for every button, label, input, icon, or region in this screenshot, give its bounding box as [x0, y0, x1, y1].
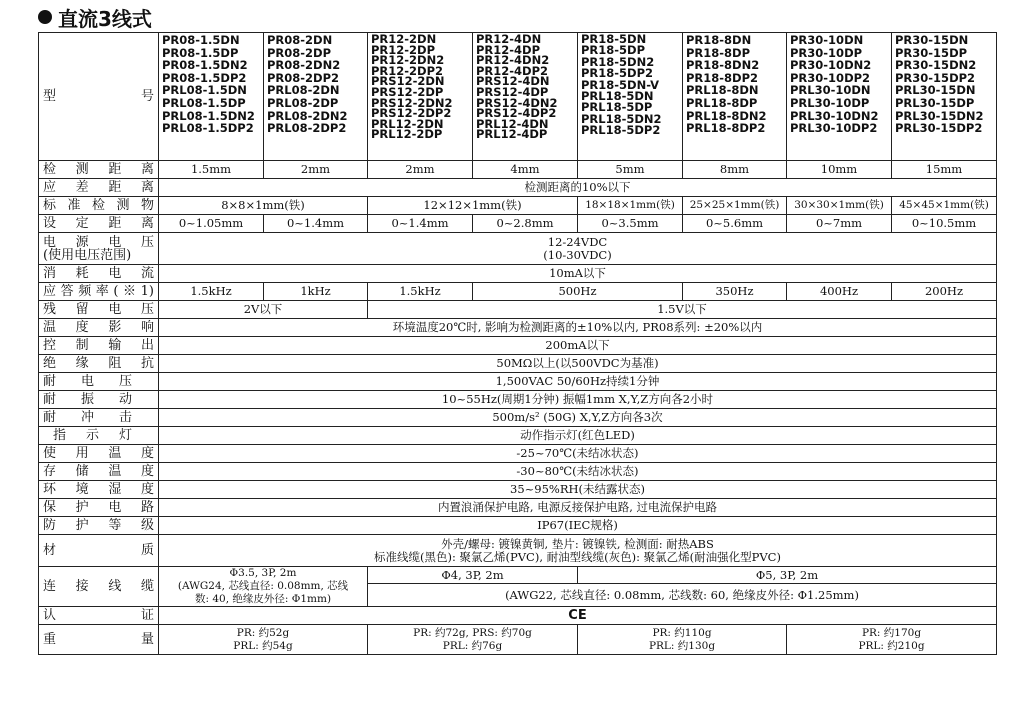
setting-distance-cell: 0~1.4mm — [368, 215, 473, 233]
standard-object-cell: 8×8×1mm(铁) — [159, 197, 368, 215]
model-number: PRL18-8DP2 — [686, 121, 766, 136]
weight-cell — [578, 625, 787, 655]
cable-1-spec: Φ3.5, 3P, 2m — [229, 567, 297, 579]
row-certification — [39, 607, 997, 625]
row-setting-distance — [39, 215, 997, 233]
response-freq-cell: 400Hz — [787, 283, 892, 301]
weight-prl: PRL: 约76g — [442, 639, 503, 652]
label-residual-voltage: 残留电压 — [39, 301, 159, 319]
model-number: PRL18-8DN2 — [686, 108, 767, 123]
model-list-7 — [787, 33, 892, 161]
setting-distance-cell: 0~2.8mm — [473, 215, 578, 233]
row-insulation — [39, 355, 997, 373]
label-response-freq: 应答频率(※1) — [39, 283, 159, 301]
label-shock: 耐冲击 — [39, 409, 159, 427]
indicator-cell: 动作指示灯(红色LED) — [159, 427, 997, 445]
label-setting-distance: 设定距离 — [39, 215, 159, 233]
weight-cell — [159, 625, 368, 655]
model-number: PRL08-2DP — [267, 95, 339, 110]
model-number: PRL08-1.5DN — [162, 83, 247, 98]
standard-object-cell: 18×18×1mm(铁) — [578, 197, 683, 215]
model-number: PR08-1.5DN2 — [162, 58, 248, 73]
cable-1-detail-1: (AWG24, 芯线直径: 0.08mm, 芯线 — [177, 580, 349, 592]
label-detect-distance: 检测距离 — [39, 161, 159, 179]
response-freq-cell: 1.5kHz — [159, 283, 264, 301]
standard-object-cell: 30×30×1mm(铁) — [787, 197, 892, 215]
model-number: PRL08-1.5DP2 — [162, 121, 254, 136]
model-number: PR12-4DN2 — [476, 53, 550, 68]
model-number: PRS12-2DP2 — [371, 106, 452, 121]
row-current — [39, 265, 997, 283]
model-list-5 — [578, 33, 683, 161]
weight-pr: PR: 约72g, PRS: 约70g — [413, 626, 532, 639]
model-number: PR18-8DP — [686, 45, 751, 60]
response-freq-cell: 350Hz — [683, 283, 787, 301]
model-number: PRS12-2DP — [371, 84, 444, 99]
row-vibration — [39, 391, 997, 409]
row-dielectric — [39, 373, 997, 391]
label-power-voltage-1: 电源电压 — [43, 234, 154, 250]
row-weight — [39, 625, 997, 655]
model-number: PRL30-10DP — [790, 95, 870, 110]
response-freq-cell: 500Hz — [473, 283, 683, 301]
label-power-voltage-2: (使用电压范围) — [43, 247, 132, 263]
response-freq-cell: 1kHz — [264, 283, 368, 301]
row-power-voltage — [39, 233, 997, 265]
response-freq-cell: 1.5kHz — [368, 283, 473, 301]
model-number: PRL30-10DN2 — [790, 108, 879, 123]
model-number: PR08-2DN2 — [267, 58, 341, 73]
hysteresis-cell: 检测距离的10%以下 — [159, 179, 997, 197]
model-number: PRL18-5DP — [581, 100, 653, 115]
row-hysteresis — [39, 179, 997, 197]
detect-distance-cell: 1.5mm — [159, 161, 264, 179]
model-number: PRL12-2DN — [371, 116, 444, 131]
label-humidity: 环境湿度 — [39, 481, 159, 499]
label-weight: 重量 — [39, 625, 159, 655]
protection-grade-cell: IP67(IEC规格) — [159, 517, 997, 535]
label-standard-object: 标准检测物 — [39, 197, 159, 215]
model-number: PR08-2DP — [267, 45, 332, 60]
model-number: PRS12-4DP2 — [476, 106, 557, 121]
section-title — [38, 2, 152, 32]
row-material — [39, 535, 997, 567]
model-number: PR18-5DP — [581, 43, 646, 58]
section-title-text: 直流3线式 — [58, 6, 152, 31]
detect-distance-cell: 4mm — [473, 161, 578, 179]
model-number: PRL08-1.5DN2 — [162, 108, 255, 123]
row-protection-circuit — [39, 499, 997, 517]
label-cable: 连接线缆 — [39, 567, 159, 607]
model-number: PRL30-15DN2 — [895, 108, 984, 123]
setting-distance-cell: 0~7mm — [787, 215, 892, 233]
model-list-1 — [159, 33, 264, 161]
model-number: PRL18-5DP2 — [581, 123, 661, 138]
control-output-cell: 200mA以下 — [159, 337, 997, 355]
row-humidity — [39, 481, 997, 499]
model-number: PRL30-10DN — [790, 83, 871, 98]
power-range-value: (10-30VDC) — [543, 247, 612, 262]
model-number: PRL18-8DN — [686, 83, 759, 98]
temperature-effect-cell: 环境温度20℃时, 影响为检测距离的±10%以内, PR08系列: ±20%以内 — [159, 319, 997, 337]
label-temperature-effect: 温度影响 — [39, 319, 159, 337]
model-number: PR30-10DN2 — [790, 58, 872, 73]
residual-voltage-cell: 1.5V以下 — [368, 301, 997, 319]
model-number: PRS12-2DN — [371, 74, 445, 89]
detect-distance-cell: 2mm — [368, 161, 473, 179]
setting-distance-cell: 0~3.5mm — [578, 215, 683, 233]
weight-prl: PRL: 约130g — [648, 639, 716, 652]
weight-pr: PR: 约52g — [236, 626, 290, 639]
label-protection-grade: 防护等级 — [39, 517, 159, 535]
dielectric-cell: 1,500VAC 50/60Hz持续1分钟 — [159, 373, 997, 391]
model-number: PRS12-4DP — [476, 84, 549, 99]
row-temperature-effect — [39, 319, 997, 337]
model-number: PR08-2DP2 — [267, 70, 340, 85]
setting-distance-cell: 0~10.5mm — [892, 215, 997, 233]
model-number: PRL18-5DN — [581, 89, 654, 104]
model-number: PR12-4DP — [476, 42, 541, 57]
label-protection-circuit: 保护电路 — [39, 499, 159, 517]
model-number: PRL08-2DN — [267, 83, 340, 98]
model-number: PR12-2DP — [371, 42, 436, 57]
model-number: PRS12-2DN2 — [371, 95, 453, 110]
standard-object-cell: 25×25×1mm(铁) — [683, 197, 787, 215]
material-line-1: 外壳/螺母: 镀镍黄铜, 垫片: 镀镍铁, 检测面: 耐热ABS — [441, 536, 714, 551]
row-indicator — [39, 427, 997, 445]
model-number: PR12-4DN — [476, 32, 542, 46]
model-number: PR18-8DN2 — [686, 58, 760, 73]
detect-distance-cell: 10mm — [787, 161, 892, 179]
cable-cell-1 — [159, 567, 368, 607]
model-number: PRL30-10DP2 — [790, 121, 878, 136]
weight-prl: PRL: 约210g — [858, 639, 925, 652]
model-number: PR12-2DP2 — [371, 63, 444, 78]
row-detect-distance — [39, 161, 997, 179]
model-number: PR08-1.5DP2 — [162, 70, 247, 85]
model-number: PR08-1.5DP — [162, 45, 239, 60]
row-storage-temp — [39, 463, 997, 481]
label-operating-temp: 使用温度 — [39, 445, 159, 463]
model-number: PR08-1.5DN — [162, 33, 240, 47]
row-protection-grade — [39, 517, 997, 535]
model-number: PR30-15DN2 — [895, 58, 977, 73]
storage-temp-cell: -30~80℃(未结冰状态) — [159, 463, 997, 481]
setting-distance-cell: 0~1.05mm — [159, 215, 264, 233]
label-storage-temp: 存储温度 — [39, 463, 159, 481]
weight-cell — [368, 625, 578, 655]
model-list-4 — [473, 33, 578, 161]
model-list-6 — [683, 33, 787, 161]
power-voltage-value: 12-24VDC — [547, 234, 608, 249]
cable-1-detail-2: 数: 40, 绝缘皮外径: Φ1mm) — [194, 593, 332, 605]
row-shock — [39, 409, 997, 427]
model-number: PR18-5DN2 — [581, 54, 655, 69]
detect-distance-cell: 15mm — [892, 161, 997, 179]
model-number: PR30-10DP2 — [790, 70, 871, 85]
model-number: PR30-15DN — [895, 33, 969, 47]
label-current: 消耗电流 — [39, 265, 159, 283]
weight-prl: PRL: 约54g — [233, 639, 293, 652]
model-number: PR30-10DN — [790, 33, 864, 47]
cable-cell-2: Φ4, 3P, 2m — [368, 567, 578, 584]
model-number: PRL18-5DN2 — [581, 111, 662, 126]
model-number: PRL30-15DP2 — [895, 121, 983, 136]
vibration-cell: 10~55Hz(周期1分钟) 振幅1mm X,Y,Z方向各2小时 — [159, 391, 997, 409]
model-number: PR18-5DN — [581, 32, 647, 46]
setting-distance-cell: 0~5.6mm — [683, 215, 787, 233]
model-list-8 — [892, 33, 997, 161]
model-number: PR12-4DP2 — [476, 63, 549, 78]
weight-pr: PR: 约170g — [861, 626, 922, 639]
model-number: PRL08-2DN2 — [267, 108, 348, 123]
row-standard-object — [39, 197, 997, 215]
spec-table — [38, 32, 997, 655]
detect-distance-cell: 5mm — [578, 161, 683, 179]
weight-cell — [787, 625, 997, 655]
standard-object-cell: 45×45×1mm(铁) — [892, 197, 997, 215]
label-control-output: 控制输出 — [39, 337, 159, 355]
model-number: PRL08-2DP2 — [267, 121, 347, 136]
insulation-cell: 50MΩ以上(以500VDC为基准) — [159, 355, 997, 373]
detect-distance-cell: 8mm — [683, 161, 787, 179]
weight-pr: PR: 约110g — [652, 626, 712, 639]
label-vibration: 耐振动 — [39, 391, 159, 409]
response-freq-cell: 200Hz — [892, 283, 997, 301]
model-number: PRL12-4DP — [476, 127, 548, 142]
model-number: PRL18-8DP — [686, 95, 758, 110]
model-number: PR12-2DN — [371, 32, 437, 46]
label-model: 型号 — [39, 33, 159, 161]
label-material: 材质 — [39, 535, 159, 567]
model-number: PRL12-2DP — [371, 127, 443, 142]
cable-detail-cell: (AWG22, 芯线直径: 0.08mm, 芯线数: 60, 绝缘皮外径: Φ1.25mm) — [368, 584, 997, 607]
model-number: PR08-2DN — [267, 33, 333, 47]
model-number: PR18-8DP2 — [686, 70, 759, 85]
model-number: PR12-2DN2 — [371, 53, 445, 68]
protection-circuit-cell: 内置浪涌保护电路, 电源反接保护电路, 过电流保护电路 — [159, 499, 997, 517]
model-number: PR18-5DP2 — [581, 66, 654, 81]
label-certification: 认证 — [39, 607, 159, 625]
detect-distance-cell: 2mm — [264, 161, 368, 179]
residual-voltage-cell: 2V以下 — [159, 301, 368, 319]
model-number: PR30-15DP2 — [895, 70, 976, 85]
standard-object-cell: 12×12×1mm(铁) — [368, 197, 578, 215]
material-cell — [159, 535, 997, 567]
label-hysteresis: 应差距离 — [39, 179, 159, 197]
row-operating-temp — [39, 445, 997, 463]
model-number: PR30-10DP — [790, 45, 863, 60]
model-list-2 — [264, 33, 368, 161]
model-number: PRS12-4DN2 — [476, 95, 558, 110]
bullet-icon — [38, 10, 52, 24]
model-number: PRL30-15DP — [895, 95, 975, 110]
current-cell: 10mA以下 — [159, 265, 997, 283]
label-dielectric: 耐电压 — [39, 373, 159, 391]
model-number: PR30-15DP — [895, 45, 968, 60]
row-cable-1 — [39, 567, 997, 584]
ce-mark-icon: CE — [159, 607, 997, 625]
setting-distance-cell: 0~1.4mm — [264, 215, 368, 233]
label-insulation: 绝缘阻抗 — [39, 355, 159, 373]
model-number: PR18-8DN — [686, 33, 752, 47]
model-number: PR18-5DN-V — [581, 77, 660, 92]
model-number: PRL08-1.5DP — [162, 95, 246, 110]
model-list-3 — [368, 33, 473, 161]
material-line-2: 标准线缆(黑色): 聚氯乙烯(PVC), 耐油型线缆(灰色): 聚氯乙烯(耐油强化型PVC) — [374, 549, 781, 564]
row-response-freq — [39, 283, 997, 301]
label-power-voltage — [39, 233, 159, 265]
model-number: PRS12-4DN — [476, 74, 550, 89]
row-model — [39, 33, 997, 161]
model-number: PRL30-15DN — [895, 83, 976, 98]
operating-temp-cell: -25~70℃(未结冰状态) — [159, 445, 997, 463]
cable-cell-3: Φ5, 3P, 2m — [578, 567, 997, 584]
humidity-cell: 35~95%RH(未结露状态) — [159, 481, 997, 499]
label-indicator: 指示灯 — [39, 427, 159, 445]
model-number: PRL12-4DN — [476, 116, 549, 131]
power-voltage-cell — [159, 233, 997, 265]
row-residual-voltage — [39, 301, 997, 319]
row-control-output — [39, 337, 997, 355]
shock-cell: 500m/s² (50G) X,Y,Z方向各3次 — [159, 409, 997, 427]
